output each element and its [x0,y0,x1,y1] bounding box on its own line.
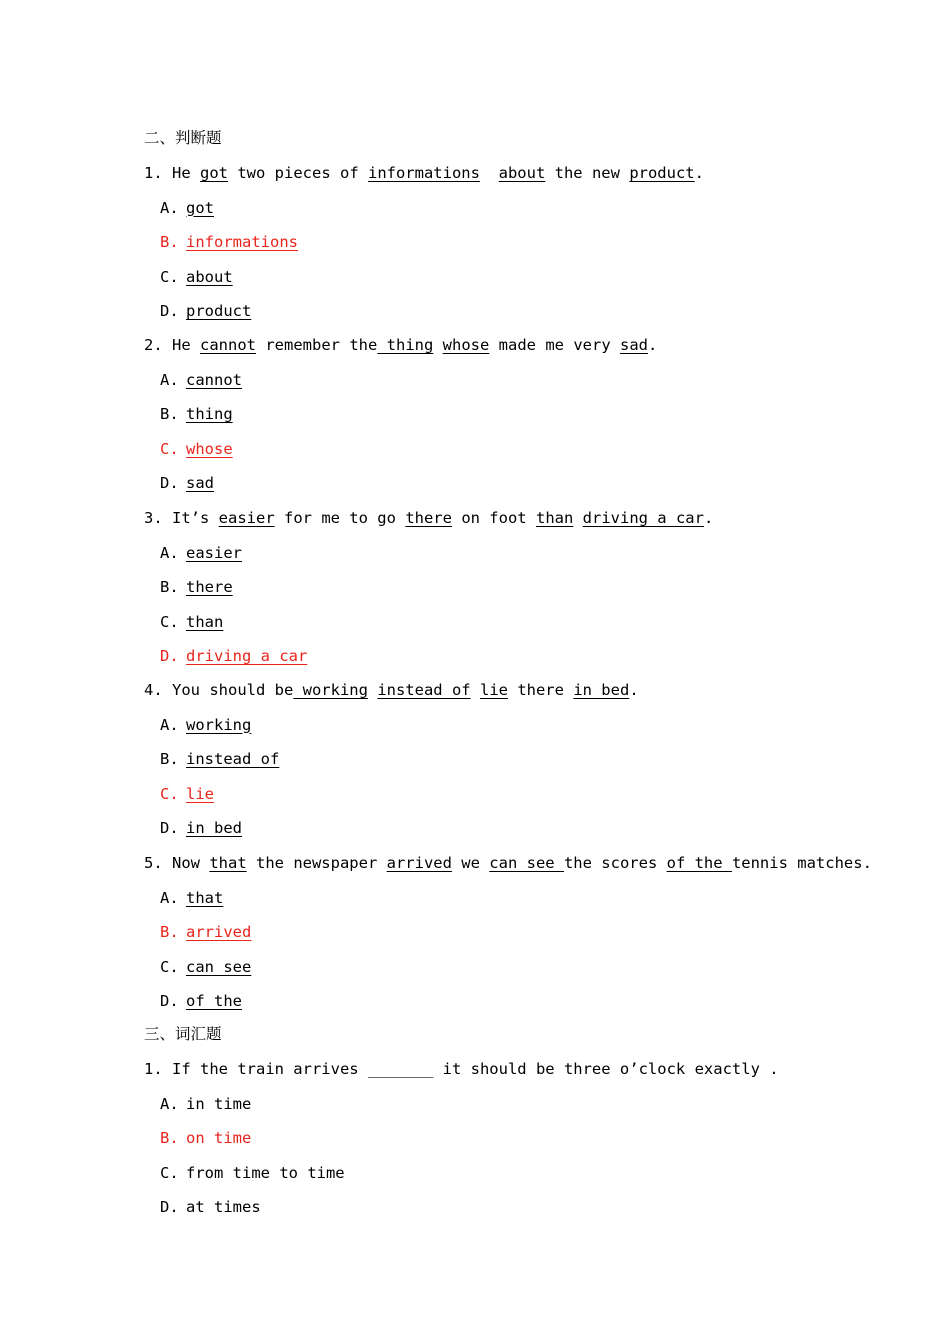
underlined-segment: there [405,509,452,527]
option-text: sad [186,474,214,492]
question-stem [144,1059,779,1079]
option-text: easier [186,543,242,562]
underlined-segment: got [200,164,228,182]
text-segment: on foot [451,509,536,527]
text-segment: 3. It’s [144,509,219,527]
option-text: thing [186,405,233,423]
text-segment [433,336,442,354]
text-segment: 5. Now [144,854,210,872]
underlined-segment: whose [442,336,490,354]
text-segment: tennis matches. [731,854,872,872]
option-text: in bed [186,819,242,837]
option-label: C. [160,1163,179,1182]
option-label: B. [160,750,179,768]
option-label: A. [160,370,179,389]
underlined-segment: informations [367,164,480,182]
option [160,1197,261,1217]
option-label: C. [160,957,179,976]
text-segment: two pieces of [228,164,368,182]
option [160,198,214,218]
option-text: can see [186,957,252,976]
question-stem [144,508,713,528]
text-segment: . [629,681,639,699]
option-label: C. [160,439,179,458]
text-segment: the new [545,164,630,182]
option-label: A. [160,198,179,217]
option-correct [160,922,251,942]
text-segment: 1. He [144,164,200,182]
underlined-segment: than [535,509,574,527]
question-stem [144,335,657,355]
option [160,991,242,1011]
option [160,404,233,424]
question-stem [144,163,704,183]
option-correct [160,784,214,804]
option [160,715,251,735]
option-label: D. [160,302,179,320]
option [160,473,214,493]
text-segment: we [451,854,490,872]
text-segment: . [694,164,704,182]
option-text: in time [186,1094,252,1113]
option-label: A. [160,715,179,734]
option-text: working [186,715,252,734]
text-segment: _______ [367,1060,434,1078]
text-segment [368,681,377,699]
text-segment: made me very [489,336,620,354]
option-label: D. [160,819,179,837]
option-text: informations [186,233,298,251]
option-label: D. [160,647,179,665]
underlined-segment: working [293,681,368,699]
option [160,957,251,977]
question-stem [144,853,872,873]
option-text: of the [186,992,242,1010]
text-segment: the scores [563,854,667,872]
option [160,543,242,563]
option [160,818,242,838]
text-segment [480,164,499,182]
underlined-segment: product [629,164,695,182]
text-segment: . [703,509,714,527]
option [160,1094,251,1114]
underlined-segment: cannot [200,336,256,354]
option-label: B. [160,923,179,941]
option-correct [160,439,233,459]
text-segment: 1. If the train arrives [144,1060,368,1078]
option [160,1163,345,1183]
option-text: driving a car [186,647,308,665]
option-label: A. [160,1094,179,1113]
option [160,612,223,632]
option [160,301,251,321]
option-label: C. [160,612,179,631]
text-segment: 2. He [144,336,200,354]
option-text: got [186,198,214,217]
option-text: arrived [186,923,252,941]
text-segment: for me to go [274,509,406,527]
option-correct [160,1128,251,1148]
option-label: B. [160,233,179,251]
option-text: that [186,888,224,907]
option-correct [160,646,307,666]
text-segment: it should be three o’clock exactly . [433,1060,779,1078]
option-text: at times [186,1198,261,1216]
text-segment: . [648,336,658,354]
option-label: C. [160,784,179,803]
option-text: than [186,612,224,631]
option [160,370,242,390]
question-stem [144,680,639,700]
underlined-segment: driving a car [582,509,704,527]
option [160,577,233,597]
underlined-segment: of the [666,854,732,872]
option-label: B. [160,578,179,596]
underlined-segment: thing [377,336,434,354]
option-text: about [186,267,233,286]
text-segment: 4. You should be [144,681,294,699]
option-label: B. [160,405,179,423]
option-text: whose [186,439,233,458]
option-label: A. [160,888,179,907]
underlined-segment: instead of [377,681,471,699]
text-segment: there [507,681,574,699]
option-label: D. [160,1198,179,1216]
option-text: lie [186,784,214,803]
underlined-segment: sad [620,336,648,354]
text-segment [573,509,582,527]
option-label: D. [160,474,179,492]
option-text: instead of [186,750,280,768]
underlined-segment: easier [218,509,275,527]
underlined-segment: can see [489,854,564,872]
text-segment: remember the [256,336,378,354]
underlined-segment: arrived [386,854,452,872]
section-title-judgement: 二、判断题 [144,129,222,147]
text-segment [471,681,480,699]
option-label: B. [160,1129,179,1147]
option-label: A. [160,543,179,562]
underlined-segment: in bed [573,681,630,699]
underlined-segment: lie [479,681,508,699]
option-text: on time [186,1129,252,1147]
underlined-segment: that [209,854,247,872]
option-text: product [186,302,252,320]
underlined-segment: about [498,164,546,182]
text-segment: the newspaper [246,854,387,872]
section-title-vocabulary: 三、词汇题 [144,1025,222,1043]
option [160,749,279,769]
option-label: C. [160,267,179,286]
option-label: D. [160,992,179,1010]
option [160,888,223,908]
option-text: there [186,578,233,596]
option-text: cannot [186,370,242,389]
option-text: from time to time [186,1163,345,1182]
option-correct [160,232,298,252]
option [160,267,233,287]
